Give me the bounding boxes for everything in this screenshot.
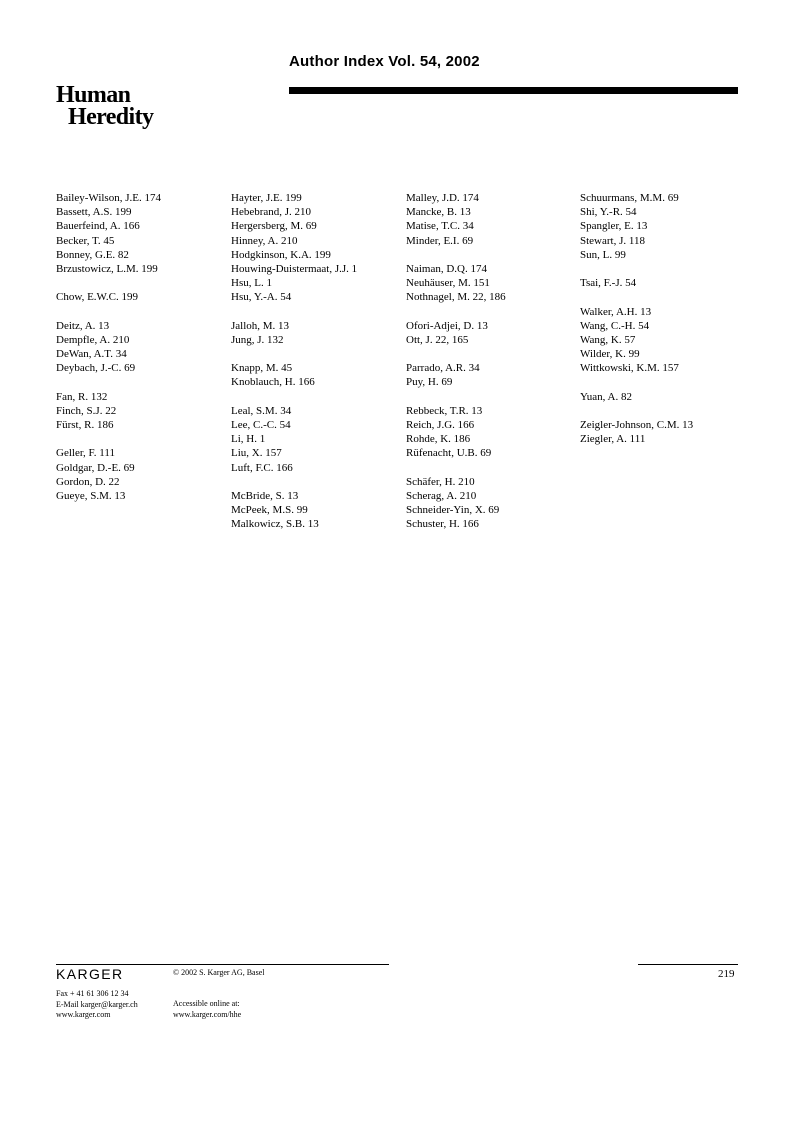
- footer-rule-left: [56, 964, 389, 965]
- author-entry: DeWan, A.T. 34: [56, 348, 127, 361]
- copyright-text: © 2002 S. Karger AG, Basel: [173, 968, 265, 977]
- author-entry: Wang, C.-H. 54: [580, 319, 650, 332]
- author-entry: Ofori-Adjei, D. 13: [406, 319, 488, 332]
- page-number: 219: [718, 968, 735, 980]
- author-entry: McBride, S. 13: [231, 489, 299, 502]
- online-access-url[interactable]: www.karger.com/hhe: [173, 1009, 242, 1019]
- author-entry: Parrado, A.R. 34: [406, 362, 480, 375]
- author-entry: Bonney, G.E. 82: [56, 248, 129, 261]
- author-entry: Deitz, A. 13: [56, 319, 110, 332]
- author-entry: Bailey-Wilson, J.E. 174: [56, 192, 161, 204]
- email-address: E-Mail karger@karger.ch: [56, 999, 138, 1009]
- page-title: Author Index Vol. 54, 2002: [289, 53, 480, 70]
- author-entry: Wittkowski, K.M. 157: [580, 362, 679, 375]
- author-entry: Hayter, J.E. 199: [231, 192, 302, 204]
- author-entry: Zeigler-Johnson, C.M. 13: [580, 419, 694, 431]
- author-entry: Ziegler, A. 111: [580, 433, 646, 446]
- author-entry: McPeek, M.S. 99: [231, 504, 308, 517]
- author-entry: Tsai, F.-J. 54: [580, 277, 637, 290]
- author-entry: Bauerfeind, A. 166: [56, 220, 140, 233]
- author-entry: Leal, S.M. 34: [231, 404, 292, 417]
- online-access: [173, 999, 241, 1020]
- title-rule: [289, 87, 738, 94]
- author-entry: Finch, S.J. 22: [56, 404, 117, 417]
- entry-spacer: [580, 262, 750, 276]
- author-entry: Wilder, K. 99: [580, 348, 640, 361]
- journal-logo-line2: Heredity: [68, 104, 154, 130]
- entry-spacer: [231, 305, 401, 319]
- entry-spacer: [580, 404, 750, 418]
- index-column-2: [231, 191, 401, 532]
- author-entry: Liu, X. 157: [231, 447, 282, 460]
- author-entry: Rohde, K. 186: [406, 433, 471, 446]
- entry-spacer: [56, 432, 226, 446]
- author-entry: Scherag, A. 210: [406, 489, 477, 502]
- author-entry: Rebbeck, T.R. 13: [406, 404, 483, 417]
- author-entry: Luft, F.C. 166: [231, 461, 293, 474]
- online-access-label: Accessible online at:: [173, 999, 240, 1008]
- author-entry: Wang, K. 57: [580, 333, 636, 346]
- author-entry: Malkowicz, S.B. 13: [231, 518, 319, 531]
- entry-spacer: [231, 475, 401, 489]
- author-entry: Schneider-Yin, X. 69: [406, 504, 500, 517]
- author-entry: Walker, A.H. 13: [580, 305, 652, 318]
- publisher-contact: [56, 989, 138, 1021]
- entry-spacer: [406, 305, 576, 319]
- author-entry: Schuster, H. 166: [406, 518, 479, 531]
- entry-spacer: [580, 375, 750, 389]
- author-entry: Hinney, A. 210: [231, 234, 298, 247]
- author-entry: Gordon, D. 22: [56, 475, 120, 488]
- journal-logo: [56, 84, 153, 128]
- index-column-3: [406, 191, 576, 532]
- publisher-logo: KARGER: [56, 966, 124, 982]
- author-entry: Deybach, J.-C. 69: [56, 362, 136, 375]
- author-entry: Goldgar, D.-E. 69: [56, 461, 135, 474]
- author-entry: Reich, J.G. 166: [406, 419, 475, 431]
- entry-spacer: [56, 305, 226, 319]
- author-entry: Jung, J. 132: [231, 333, 284, 346]
- index-column-4: [580, 191, 750, 446]
- author-entry: Bassett, A.S. 199: [56, 206, 132, 219]
- author-entry: Geller, F. 111: [56, 447, 115, 460]
- author-entry: Naiman, D.Q. 174: [406, 262, 487, 275]
- author-entry: Chow, E.W.C. 199: [56, 291, 138, 304]
- index-column-1: [56, 191, 226, 503]
- author-entry: Puy, H. 69: [406, 376, 453, 389]
- author-entry: Schuurmans, M.M. 69: [580, 192, 679, 204]
- author-entry: Stewart, J. 118: [580, 234, 645, 247]
- journal-logo-line1: Human: [56, 82, 131, 108]
- entry-spacer: [406, 347, 576, 361]
- entry-spacer: [231, 390, 401, 404]
- author-entry: Minder, E.I. 69: [406, 234, 474, 247]
- author-entry: Yuan, A. 82: [580, 390, 632, 403]
- author-entry: Knoblauch, H. 166: [231, 376, 315, 389]
- author-entry: Hergersberg, M. 69: [231, 220, 317, 233]
- author-entry: Fürst, R. 186: [56, 419, 114, 431]
- footer-rule-right: [638, 964, 738, 965]
- author-entry: Spangler, E. 13: [580, 220, 648, 233]
- author-entry: Becker, T. 45: [56, 234, 115, 247]
- author-entry: Sun, L. 99: [580, 248, 626, 261]
- author-entry: Gueye, S.M. 13: [56, 489, 126, 502]
- author-entry: Fan, R. 132: [56, 390, 108, 403]
- entry-spacer: [231, 347, 401, 361]
- author-entry: Ott, J. 22, 165: [406, 333, 469, 346]
- author-entry: Matise, T.C. 34: [406, 220, 474, 233]
- entry-spacer: [406, 461, 576, 475]
- author-entry: Lee, C.-C. 54: [231, 419, 291, 431]
- entry-spacer: [580, 290, 750, 304]
- author-entry: Hsu, L. 1: [231, 277, 272, 290]
- entry-spacer: [56, 375, 226, 389]
- fax-number: Fax + 41 61 306 12 34: [56, 989, 129, 998]
- author-entry: Neuhäuser, M. 151: [406, 277, 490, 290]
- author-entry: Schäfer, H. 210: [406, 475, 475, 488]
- author-entry: Jalloh, M. 13: [231, 319, 290, 332]
- author-entry: Dempfle, A. 210: [56, 333, 130, 346]
- author-entry: Malley, J.D. 174: [406, 192, 479, 204]
- author-entry: Hodgkinson, K.A. 199: [231, 248, 331, 261]
- author-entry: Shi, Y.-R. 54: [580, 206, 637, 219]
- author-entry: Nothnagel, M. 22, 186: [406, 291, 506, 304]
- entry-spacer: [406, 390, 576, 404]
- author-entry: Rüfenacht, U.B. 69: [406, 447, 492, 460]
- author-entry: Hsu, Y.-A. 54: [231, 291, 292, 304]
- entry-spacer: [406, 248, 576, 262]
- author-entry: Houwing-Duistermaat, J.J. 1: [231, 262, 358, 275]
- author-entry: Knapp, M. 45: [231, 362, 293, 375]
- entry-spacer: [56, 276, 226, 290]
- author-entry: Mancke, B. 13: [406, 206, 471, 219]
- author-entry: Brzustowicz, L.M. 199: [56, 262, 158, 275]
- website-link[interactable]: www.karger.com: [56, 1010, 111, 1019]
- author-entry: Hebebrand, J. 210: [231, 206, 312, 219]
- author-entry: Li, H. 1: [231, 433, 266, 446]
